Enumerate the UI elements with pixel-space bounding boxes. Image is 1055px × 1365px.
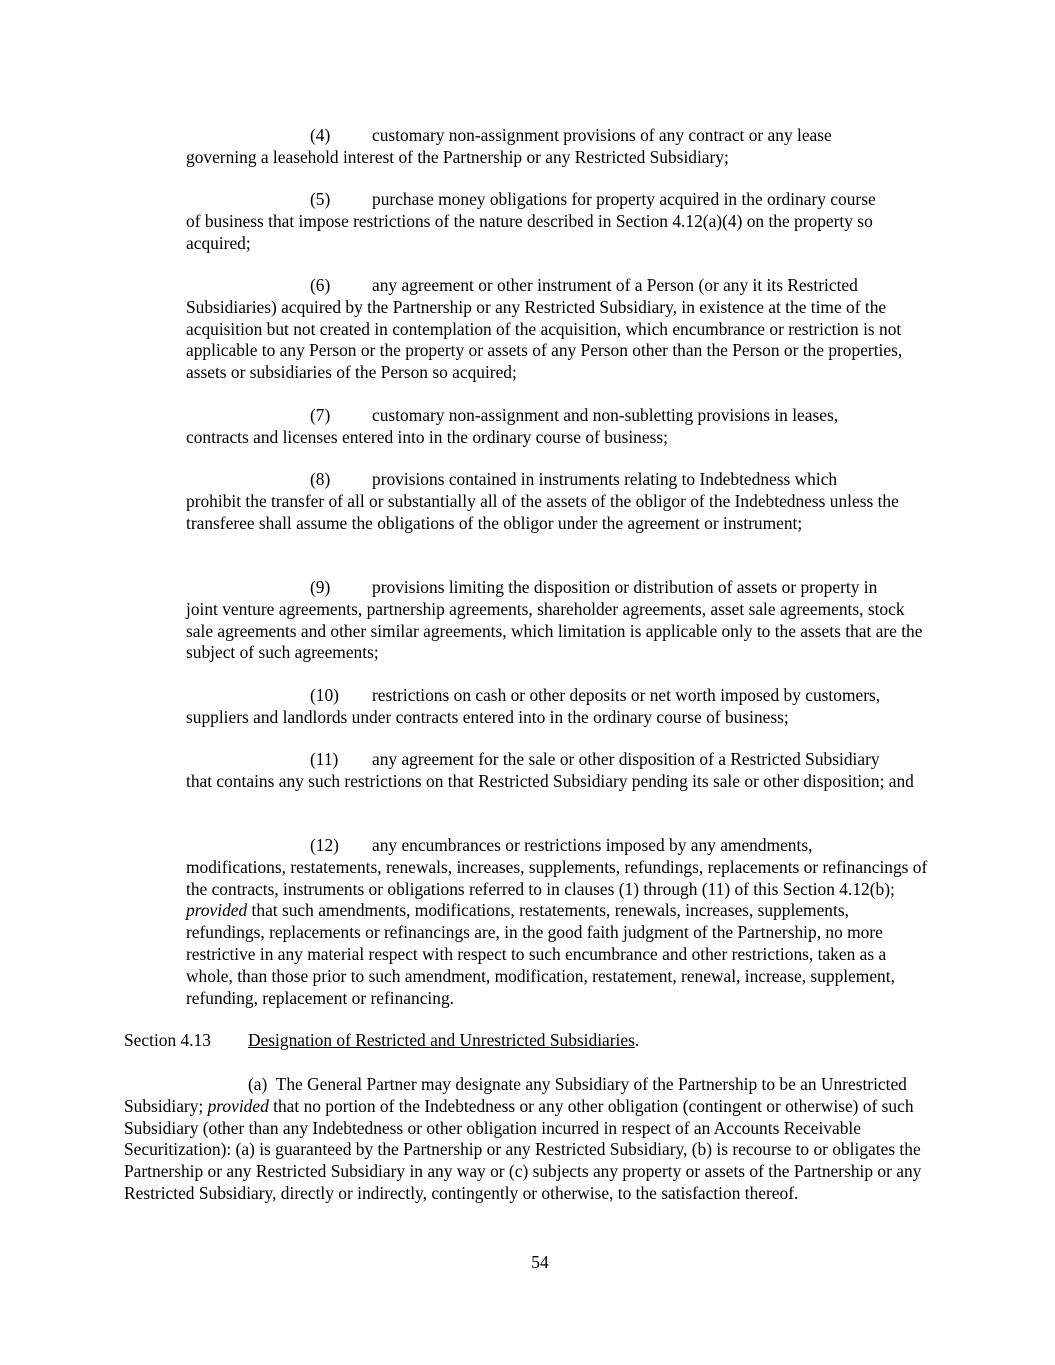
clause-text: that contains any such restrictions on that Restricted Subsidiary pending its sale or other disposition; and — [186, 770, 914, 791]
clause-number: (5) — [310, 189, 331, 209]
clause-first-line: provisions limiting the disposition or distribution of assets or property in — [372, 577, 878, 597]
clause-first-line: customary non-assignment provisions of any contract or any lease — [372, 125, 832, 145]
clause-text-continued: that such amendments, modifications, restatements, renewals, increases, supplements, refundings, replacements or refinancings are, in the good faith judgment of the Partnership, no more restrictive in any material respect with respect to such encumbrance and other restrictions, taken as a whole, than those prior to such amendment, modification, restatement, renewal, increase, supplement, refunding, replacement or refinancing. — [186, 900, 895, 1008]
provided-italic: provided — [207, 1095, 269, 1116]
section-title-period: . — [634, 1030, 640, 1050]
paragraph-text: The General Partner may designate any Subsidiary of the Partnership to be an Unrestricted Subsidiary; — [124, 1074, 907, 1116]
clause-number: (8) — [310, 469, 331, 489]
clause-8 — [186, 469, 931, 534]
paragraph-text-continued: that no portion of the Indebtedness or any other obligation (contingent or otherwise) of such Subsidiary (other than any Indebtedness or other obligation incurred in respect of an Accounts Receivable Securitization): (a) is guaranteed by the Partnership or any Restricted Subsidiary, (b) is recourse to or obligates the Partnership or any Restricted Subsidiary in any way or (c) subjects any property or assets of the Partnership or any Restricted Subsidiary, directly or indirectly, contingently or otherwise, to the satisfaction thereof. — [124, 1095, 922, 1203]
provided-italic: provided — [186, 900, 248, 921]
clause-first-line: any agreement or other instrument of a Person (or any it its Restricted — [372, 275, 858, 295]
clause-text: Subsidiaries) acquired by the Partnership or any Restricted Subsidiary, in existence at the time of the acquisition but not created in contemplation of the acquisition, which encumbrance or restriction is not applicable to any Person or the property or assets of any Person other than the Person or the properties, assets or subsidiaries of the Person so acquired; — [186, 296, 903, 383]
clause-5 — [186, 189, 931, 254]
clause-6 — [186, 275, 931, 384]
clause-number: (4) — [310, 125, 331, 145]
section-heading — [124, 1030, 639, 1052]
clause-number: (7) — [310, 405, 331, 425]
clause-first-line: any encumbrances or restrictions imposed by any amendments, — [372, 835, 813, 855]
clause-text: contracts and licenses entered into in the ordinary course of business; — [186, 426, 668, 447]
section-title: Designation of Restricted and Unrestricted Subsidiaries — [248, 1030, 635, 1050]
clause-text: modifications, restatements, renewals, increases, supplements, refundings, replacements or refinancings of the contracts, instruments or obligations referred to in clauses (1) through (11) of this Section 4.12(b); — [186, 856, 928, 899]
clause-text: joint venture agreements, partnership agreements, shareholder agreements, asset sale agreements, stock sale agreements and other similar agreements, which limitation is applicable only to the assets that are the subject of such agreements; — [186, 598, 923, 663]
clause-number: (6) — [310, 275, 331, 295]
clause-4 — [186, 125, 931, 169]
clause-number: (10) — [310, 685, 339, 705]
clause-10 — [186, 685, 931, 729]
clause-first-line: customary non-assignment and non-subletting provisions in leases, — [372, 405, 839, 425]
clause-7 — [186, 405, 931, 449]
clause-first-line: provisions contained in instruments relating to Indebtedness which — [372, 469, 838, 489]
clause-text: suppliers and landlords under contracts entered into in the ordinary course of business; — [186, 706, 789, 727]
clause-number: (9) — [310, 577, 331, 597]
clause-number: (12) — [310, 835, 339, 855]
clause-first-line: any agreement for the sale or other disposition of a Restricted Subsidiary — [372, 749, 880, 769]
paragraph-a — [124, 1074, 934, 1205]
paragraph-label: (a) — [248, 1074, 268, 1094]
clause-text: governing a leasehold interest of the Partnership or any Restricted Subsidiary; — [186, 146, 729, 167]
clause-text: of business that impose restrictions of the nature described in Section 4.12(a)(4) on the property so acquired; — [186, 210, 873, 253]
page-number: 54 — [531, 1252, 549, 1272]
clause-12 — [186, 835, 931, 1009]
clause-first-line: restrictions on cash or other deposits or net worth imposed by customers, — [372, 685, 881, 705]
clause-number: (11) — [310, 749, 339, 769]
clause-9 — [186, 577, 931, 664]
section-number: Section 4.13 — [124, 1030, 211, 1050]
clause-11 — [186, 749, 931, 793]
clause-text: prohibit the transfer of all or substantially all of the assets of the obligor of the Indebtedness unless the transferee shall assume the obligations of the obligor under the agreement or instrument; — [186, 490, 899, 533]
clause-first-line: purchase money obligations for property acquired in the ordinary course — [372, 189, 876, 209]
